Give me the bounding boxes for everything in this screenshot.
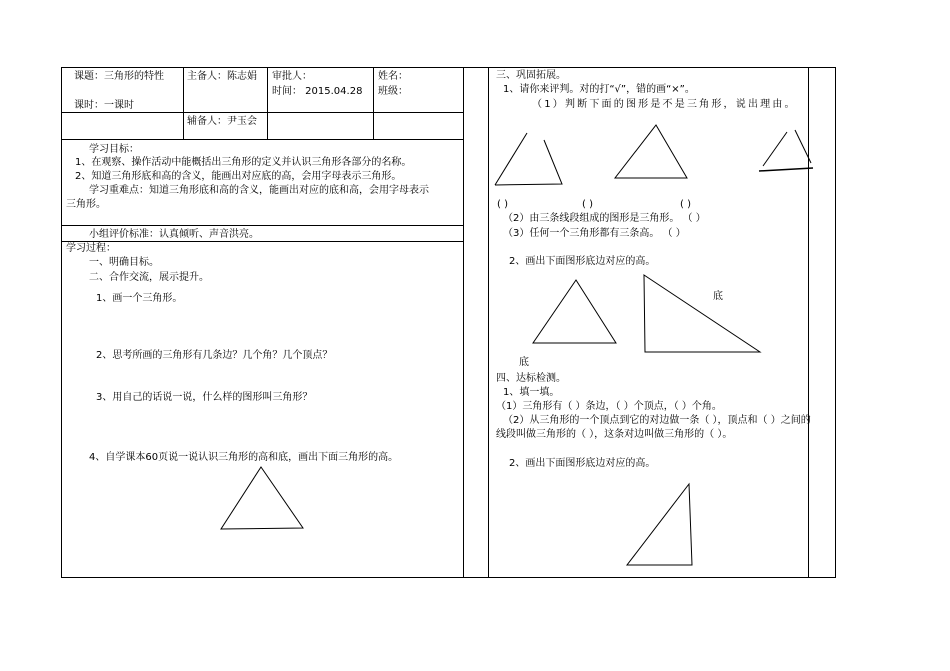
- objective-item-2: 2、知道三角形底和高的含义，能画出对应底的高，会用字母表示三角形。: [75, 171, 402, 182]
- fill-question-2-line-2: 线段叫做三角形的（ ），这条对边叫做三角形的（ ）。: [496, 429, 733, 440]
- question-1: 1、画一个三角形。: [96, 293, 183, 304]
- preparer-label: 主备人：陈志娟: [187, 71, 257, 82]
- triangle-figure-left: [218, 465, 308, 531]
- column-divider-right: [488, 67, 489, 578]
- key-points-line-1: 学习重难点：知道三角形底和高的含义，能画出对应的底和高，会用字母表示: [89, 185, 429, 196]
- answer-blank-1[interactable]: ( ): [497, 199, 508, 210]
- fill-title: 1、填一填。: [503, 387, 560, 398]
- column-divider-left: [463, 67, 464, 578]
- question-2: 2、思考所画的三角形有几条边？几个角？几个顶点？: [96, 350, 333, 361]
- question-3: 3、用自己的话说一说，什么样的图形叫三角形？: [96, 392, 313, 403]
- triangle-figure-right: [641, 272, 766, 357]
- date-label: 时间： 2015.04.28: [272, 86, 363, 97]
- shape-broken-triangle: [755, 128, 820, 178]
- header-vline-2: [267, 67, 268, 139]
- answer-blank-2[interactable]: ( ): [582, 199, 593, 210]
- judge-subquestion-2: （2）由三条线段组成的图形是三角形。 （ ）: [503, 213, 706, 224]
- table-border-left: [61, 67, 62, 578]
- topic-label: 课题：三角形的特性: [74, 71, 164, 82]
- check-title: 四、达标检测。: [496, 373, 566, 384]
- class-label: 班级：: [378, 86, 408, 97]
- judge-subquestion-1: （1）判断下面的图形是不是三角形，说出理由。: [532, 99, 797, 110]
- header-vline-1: [183, 67, 184, 139]
- triangle-figure-obtuse: [624, 481, 696, 571]
- evaluation-criteria: 小组评价标准：认真倾听、声音洪亮。: [89, 229, 259, 240]
- assistant-label: 辅备人：尹玉会: [187, 116, 257, 127]
- key-points-line-2: 三角形。: [66, 199, 106, 210]
- judge-instruction: 1、请你来评判。对的打“√”，错的画“×”。: [503, 84, 695, 95]
- fill-question-2-line-1: （2）从三角形的一个顶点到它的对边做一条（ ），顶点和（ ）之间的: [503, 415, 811, 426]
- question-4: 4、自学课本60页说一说认识三角形的高和底，画出下面三角形的高。: [89, 452, 399, 463]
- shape-closed-triangle: [612, 122, 692, 182]
- fill-question-1: （1）三角形有（ ）条边，（ ）个顶点，（ ）个角。: [496, 401, 722, 412]
- table-border-right: [835, 67, 836, 578]
- draw-height-instruction-1: 2、画出下面图形底边对应的高。: [509, 256, 656, 267]
- evaluation-hline: [61, 241, 463, 242]
- objectives-hline: [61, 225, 463, 226]
- header-hline-1: [61, 112, 463, 113]
- base-label-isosceles: 底: [519, 357, 529, 368]
- header-vline-3: [373, 67, 374, 139]
- process-step-2: 二、合作交流，展示提升。: [89, 272, 209, 283]
- process-step-1: 一、明确目标。: [89, 257, 159, 268]
- consolidate-title: 三、巩固拓展。: [496, 70, 566, 81]
- header-hline-2: [61, 139, 463, 140]
- table-border-top: [61, 67, 836, 68]
- approver-label: 审批人：: [272, 71, 312, 82]
- table-border-bottom: [61, 577, 836, 578]
- judge-subquestion-3: （3）任何一个三角形都有三条高。 （ ）: [503, 228, 686, 239]
- objectives-title: 学习目标：: [89, 144, 139, 155]
- answer-blank-3[interactable]: ( ): [680, 199, 691, 210]
- draw-height-instruction-2: 2、画出下面图形底边对应的高。: [509, 458, 656, 469]
- name-label: 姓名：: [378, 71, 408, 82]
- shape-open-triangle: [492, 130, 572, 190]
- objective-item-1: 1、在观察、操作活动中能概括出三角形的定义并认识三角形各部分的名称。: [75, 157, 412, 168]
- hours-label: 课时：一课时: [74, 100, 134, 111]
- base-label-right-triangle: 底: [713, 291, 723, 302]
- process-title: 学习过程：: [66, 243, 116, 254]
- triangle-figure-isosceles: [530, 277, 620, 347]
